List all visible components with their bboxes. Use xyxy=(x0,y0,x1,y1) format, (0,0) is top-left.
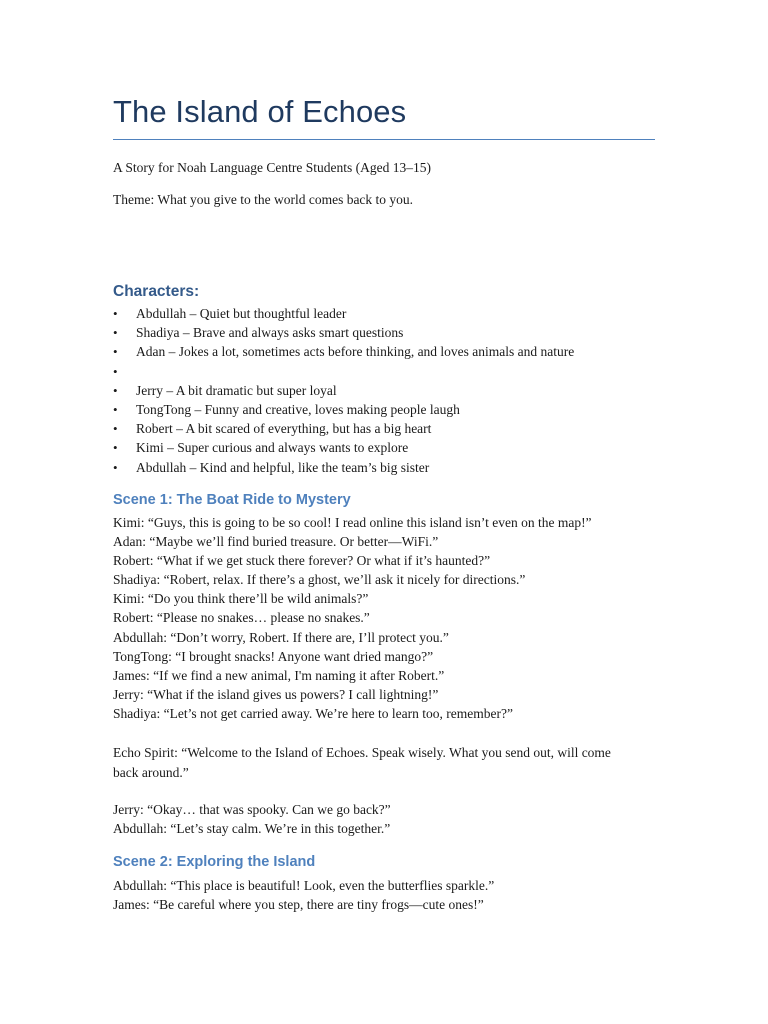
dialogue-line: TongTong: “I brought snacks! Anyone want dried mango?” xyxy=(113,648,434,664)
character-entry: Kimi – Super curious and always wants to explore xyxy=(136,440,409,456)
scene1-heading: Scene 1: The Boat Ride to Mystery xyxy=(113,492,351,508)
bullet-icon: • xyxy=(113,421,118,437)
dialogue-line: Robert: “Please no snakes… please no snakes.” xyxy=(113,610,370,626)
bullet-icon: • xyxy=(113,459,118,475)
bullet-icon: • xyxy=(113,306,118,321)
bullet-icon: • xyxy=(113,325,118,341)
echo-spirit-paragraph xyxy=(113,743,611,782)
character-entry: Robert – A bit scared of everything, but has a big heart xyxy=(136,421,432,437)
scene1-closing-dialogue xyxy=(113,800,391,838)
list-item xyxy=(113,362,574,381)
dialogue-line: Shadiya: “Let’s not get carried away. We’re here to learn too, remember?” xyxy=(113,705,513,721)
bullet-icon: • xyxy=(113,382,118,398)
dialogue-line: Abdullah: “Don’t worry, Robert. If there are, I’ll protect you.” xyxy=(113,629,449,645)
character-entry: Jerry – A bit dramatic but super loyal xyxy=(136,382,337,398)
title-underline xyxy=(113,139,655,140)
bullet-icon: • xyxy=(113,363,118,379)
dialogue-line: Kimi: “Do you think there’ll be wild animals?” xyxy=(113,591,369,607)
list-item xyxy=(113,458,574,477)
list-item xyxy=(113,342,574,361)
scene2-dialogue xyxy=(113,876,494,914)
character-entry: Abdullah – Kind and helpful, like the team’s big sister xyxy=(136,459,430,475)
bullet-icon: • xyxy=(113,440,118,456)
document-theme: Theme: What you give to the world comes back to you. xyxy=(113,192,414,207)
character-entry: Shadiya – Brave and always asks smart questions xyxy=(136,325,404,341)
list-item xyxy=(113,381,574,400)
list-item xyxy=(113,419,574,438)
scene2-heading: Scene 2: Exploring the Island xyxy=(113,854,316,870)
character-entry: TongTong – Funny and creative, loves making people laugh xyxy=(136,401,460,417)
scene1-dialogue xyxy=(113,513,592,723)
dialogue-line: Echo Spirit: “Welcome to the Island of Echoes. Speak wisely. What you send out, will come xyxy=(113,745,611,760)
bullet-icon: • xyxy=(113,401,118,417)
dialogue-line: Shadiya: “Robert, relax. If there’s a ghost, we’ll ask it nicely for directions.” xyxy=(113,572,526,588)
character-list xyxy=(113,304,574,477)
list-item xyxy=(113,438,574,457)
dialogue-line: James: “Be careful where you step, there are tiny frogs—cute ones!” xyxy=(113,897,484,913)
dialogue-line: Jerry: “What if the island gives us powers? I call lightning!” xyxy=(113,686,439,702)
character-entry: Adan – Jokes a lot, sometimes acts before thinking, and loves animals and nature xyxy=(136,344,575,360)
characters-heading: Characters: xyxy=(113,283,200,300)
list-item xyxy=(113,304,574,323)
dialogue-line: Abdullah: “Let’s stay calm. We’re in this together.” xyxy=(113,821,391,837)
dialogue-line: Jerry: “Okay… that was spooky. Can we go back?” xyxy=(113,802,391,817)
dialogue-line: Robert: “What if we get stuck there forever? Or what if it’s haunted?” xyxy=(113,553,491,569)
document-subtitle: A Story for Noah Language Centre Students (Aged 13–15) xyxy=(113,160,431,175)
character-entry: Abdullah – Quiet but thoughtful leader xyxy=(136,306,347,321)
dialogue-line: Kimi: “Guys, this is going to be so cool! I read online this island isn’t even on the map!” xyxy=(113,515,592,530)
document-title: The Island of Echoes xyxy=(113,94,407,129)
dialogue-line: Abdullah: “This place is beautiful! Look, even the butterflies sparkle.” xyxy=(113,878,495,893)
bullet-icon: • xyxy=(113,344,118,360)
dialogue-line: back around.” xyxy=(113,764,189,780)
list-item xyxy=(113,323,574,342)
dialogue-line: James: “If we find a new animal, I'm naming it after Robert.” xyxy=(113,667,445,683)
list-item xyxy=(113,400,574,419)
dialogue-line: Adan: “Maybe we’ll find buried treasure. Or better—WiFi.” xyxy=(113,534,439,550)
